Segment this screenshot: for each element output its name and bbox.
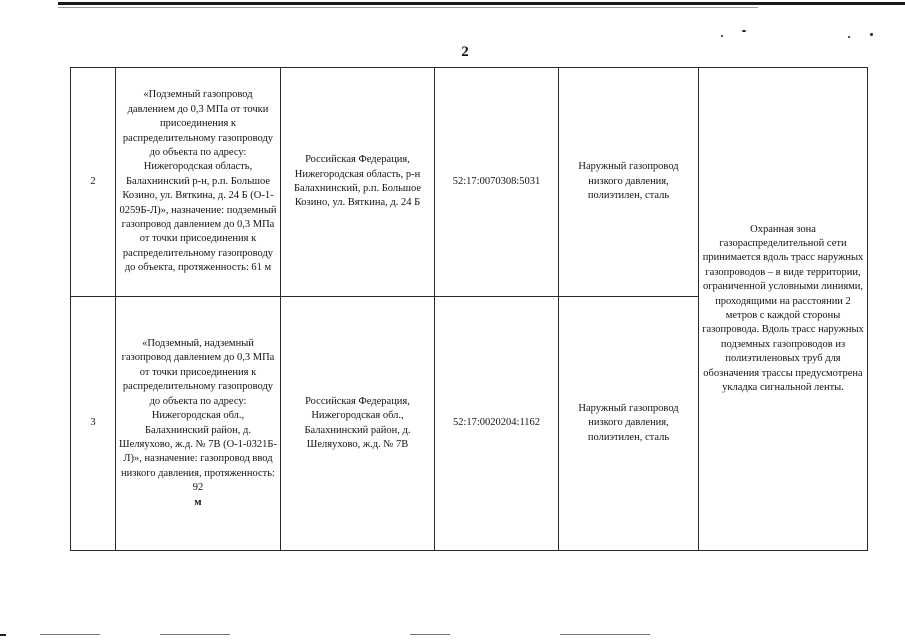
cadastral-number-cell: 52:17:0070308:5031 [435, 68, 559, 297]
object-description-tail: м [194, 496, 202, 508]
object-description-text: «Подземный газопровод давлением до 0,3 МПа от точки присоединения к распределительному газопроводу до объекта по адресу: Нижегородская область, Балахнинский р-н, р.п. Большое Козино, ул. Вяткина, д. 24 Б (О-1-0259Б-Л)», назначение: подземный газопровод давлением до 0,3 МПа от точки присоединения к распределительному газопроводу до объекта, протяженность: 61 м [119, 89, 277, 274]
protection-zone-cell: Охранная зона газораспределительной сети принимается вдоль трасс наружных газопроводов – в виде территории, ограниченной условными линиями, проходящими на расстоянии 2 метров с каждой стороны газопровода. Вдоль трасс наружных подземных газопроводов из полиэтиленовых труб для обозначения трассы предусмотрена укладка сигнальной ленты. [699, 68, 868, 551]
object-description-cell [116, 297, 281, 551]
page-number: 2 [461, 44, 469, 60]
scan-speck [848, 36, 850, 38]
object-description-cell [116, 68, 281, 297]
object-type-cell: Наружный газопровод низкого давления, полиэтилен, сталь [559, 68, 699, 297]
scan-top-border-shadow [58, 7, 758, 8]
cadastral-number-cell: 52:17:0020204:1162 [435, 297, 559, 551]
row-number-cell: 2 [71, 68, 116, 297]
scan-speck [721, 35, 723, 37]
object-address-cell: Российская Федерация, Нижегородская обл., Балахнинский район, д. Шеляухово, ж.д. № 7В [281, 297, 435, 551]
row-number-cell: 3 [71, 297, 116, 551]
object-type-cell: Наружный газопровод низкого давления, полиэтилен, сталь [559, 297, 699, 551]
scan-speck [742, 30, 746, 32]
scan-speck [870, 33, 873, 36]
object-address-cell: Российская Федерация, Нижегородская область, р-н Балахнинский, р.п. Большое Козино, ул. Вяткина, д. 24 Б [281, 68, 435, 297]
easement-objects-table [70, 67, 868, 551]
object-description-text: «Подземный, надземный газопровод давлением до 0,3 МПа от точки присоединения к распределительному газопроводу до объекта по адресу: Нижегородская обл., Балахнинский район, д. Шеляухово, ж.д. № 7В (О-1-0321Б-Л)», назначение: газопровод ввод низкого давления, протяженность: 92 [119, 338, 277, 494]
scan-top-border [58, 2, 905, 5]
table-row [71, 68, 868, 297]
scan-bottom-marks [0, 634, 905, 636]
